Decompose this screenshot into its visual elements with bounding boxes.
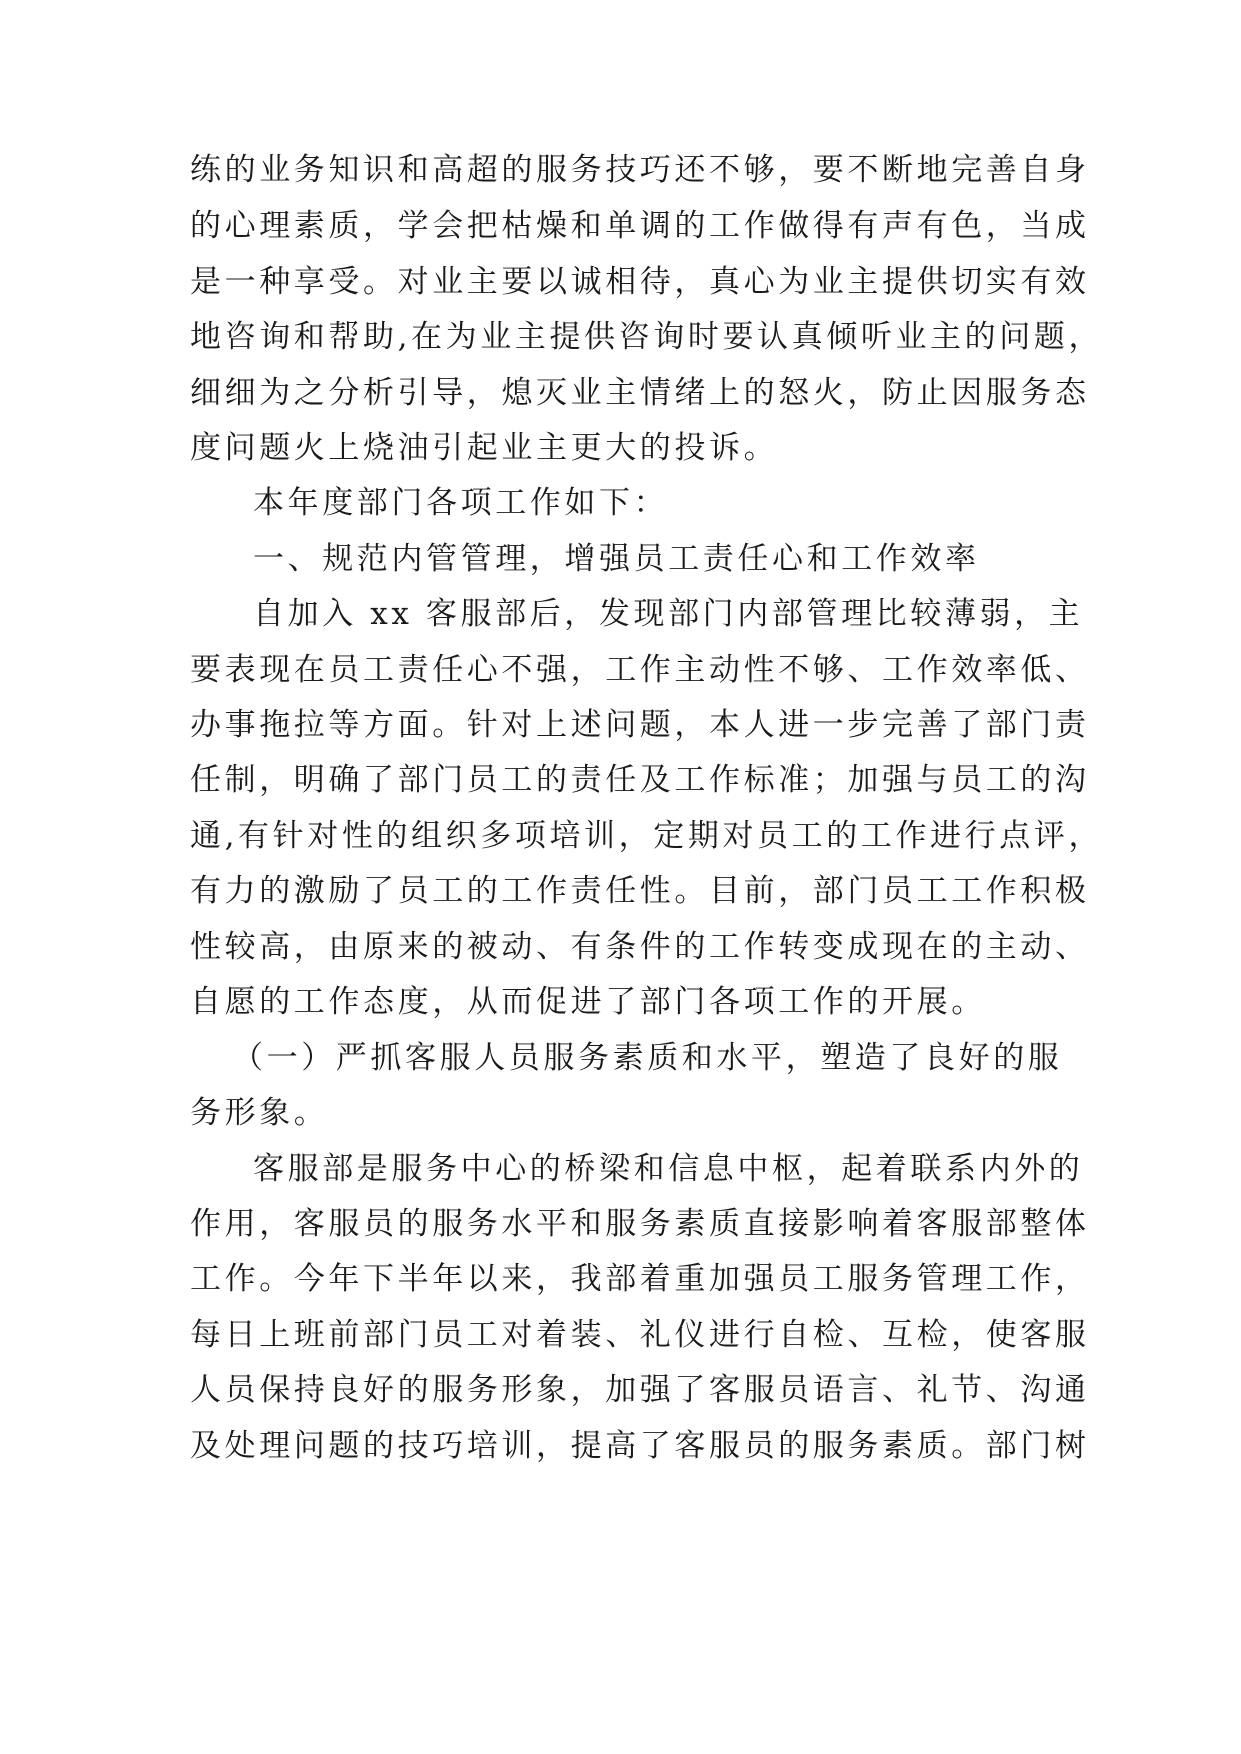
text-line: 要表现在员工责任心不强，工作主动性不够、工作效率低、 (190, 652, 1090, 688)
section-heading: 一、规范内管管理，增强员工责任心和工作效率 (253, 541, 980, 577)
text-line: 办事拖拉等方面。针对上述问题，本人进一步完善了部门责 (190, 707, 1090, 743)
text-line: 度问题火上烧油引起业主更大的投诉。 (190, 430, 779, 466)
text-line: 及处理问题的技巧培训，提高了客服员的服务素质。部门树 (190, 1428, 1090, 1464)
text-line: 自加入 xx 客服部后，发现部门内部管理比较薄弱，主 (253, 596, 1084, 632)
text-line: 细细为之分析引导，熄灭业主情绪上的怒火，防止因服务态 (190, 375, 1090, 411)
text-line: 自愿的工作态度，从而促进了部门各项工作的开展。 (190, 984, 986, 1020)
text-line: 每日上班前部门员工对着装、礼仪进行自检、互检，使客服 (190, 1317, 1090, 1353)
paragraph-heading: 本年度部门各项工作如下： (253, 485, 669, 521)
text-line: 人员保持良好的服务形象，加强了客服员语言、礼节、沟通 (190, 1372, 1090, 1408)
text-line: 性较高，由原来的被动、有条件的工作转变成现在的主动、 (190, 929, 1090, 965)
text-line: 客服部是服务中心的桥梁和信息中枢，起着联系内外的 (253, 1151, 1084, 1187)
text-line: 工作。今年下半年以来，我部着重加强员工服务管理工作， (190, 1261, 1090, 1297)
text-line: 通,有针对性的组织多项培训，定期对员工的工作进行点评， (190, 818, 1104, 854)
text-line: 地咨询和帮助,在为业主提供咨询时要认真倾听业主的问题， (190, 319, 1104, 355)
text-line: 练的业务知识和高超的服务技巧还不够，要不断地完善自身 (190, 152, 1090, 188)
text-line: 作用，客服员的服务水平和服务素质直接影响着客服部整体 (190, 1206, 1090, 1242)
text-line: 任制，明确了部门员工的责任及工作标准；加强与员工的沟 (190, 762, 1090, 798)
text-line: 有力的激励了员工的工作责任性。目前，部门员工工作积极 (190, 873, 1090, 909)
subsection-heading: （一）严抓客服人员服务素质和水平，塑造了良好的服 (232, 1040, 1063, 1076)
text-line: 是一种享受。对业主要以诚相待，真心为业主提供切实有效 (190, 264, 1090, 300)
text-line: 务形象。 (190, 1095, 329, 1131)
text-line: 的心理素质，学会把枯燥和单调的工作做得有声有色，当成 (190, 208, 1090, 244)
